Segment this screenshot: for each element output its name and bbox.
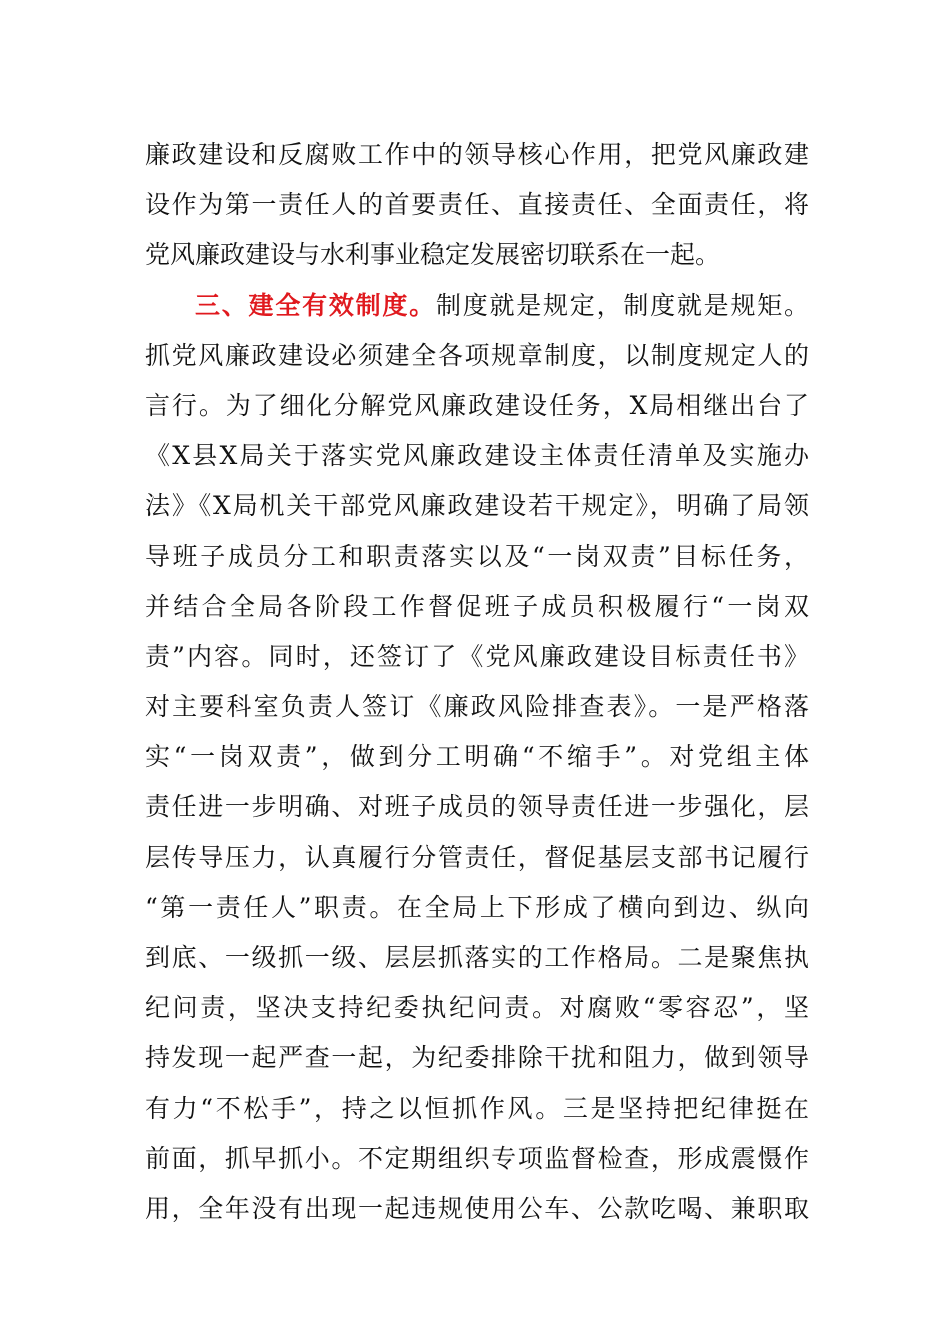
text-line: 设作为第一责任人的首要责任、直接责任、全面责任，将: [145, 190, 809, 220]
body-text: [145, 130, 809, 1234]
text-line: 抓党风廉政建设必须建全各项规章制度，以制度规定人的: [145, 340, 809, 370]
text-line: “第一责任人”职责。在全局上下形成了横向到边、纵向: [145, 892, 809, 922]
text-line: 责”内容。同时，还签订了《党风廉政建设目标责任书》: [145, 641, 809, 671]
text-line: 到底、一级抓一级、层层抓落实的工作格局。二是聚焦执: [145, 943, 809, 972]
text-line: 言行。为了细化分解党风廉政建设任务，X局相继出台了: [145, 390, 809, 420]
text-line: 对主要科室负责人签订《廉政风险排查表》。一是严格落: [145, 692, 809, 722]
text-line: 廉政建设和反腐败工作中的领导核心作用，把党风廉政建: [145, 140, 809, 169]
text-line: 导班子成员分工和职责落实以及“一岗双责”目标任务，: [145, 541, 809, 571]
text-line: 层传导压力，认真履行分管责任，督促基层支部书记履行: [145, 842, 809, 872]
text-line: 法》《X局机关干部党风廉政建设若干规定》，明确了局领: [145, 491, 809, 521]
text-line: 党风廉政建设与水利事业稳定发展密切联系在一起。: [145, 240, 721, 270]
text-line: 用，全年没有出现一起违规使用公车、公款吃喝、兼职取: [145, 1193, 809, 1223]
text-line: 前面，抓早抓小。不定期组织专项监督检查，形成震慑作: [145, 1143, 809, 1173]
section-heading-line: [145, 281, 809, 331]
text-line: 实“一岗双责”，做到分工明确“不缩手”。对党组主体: [145, 742, 809, 772]
section-heading-rest: 制度就是规定，制度就是规矩。: [435, 290, 809, 320]
section-heading: 三、建全有效制度。: [195, 290, 436, 320]
text-line: 持发现一起严查一起，为纪委排除干扰和阻力，做到领导: [145, 1043, 809, 1073]
text-line: 《X县X局关于落实党风廉政建设主体责任清单及实施办: [145, 441, 809, 471]
text-line: 并结合全局各阶段工作督促班子成员积极履行“一岗双: [145, 591, 809, 621]
text-line: 责任进一步明确、对班子成员的领导责任进一步强化，层: [145, 792, 809, 822]
text-line: 有力“不松手”，持之以恒抓作风。三是坚持把纪律挺在: [145, 1093, 809, 1123]
text-line: 纪问责，坚决支持纪委执纪问责。对腐败“零容忍”，坚: [145, 993, 809, 1023]
